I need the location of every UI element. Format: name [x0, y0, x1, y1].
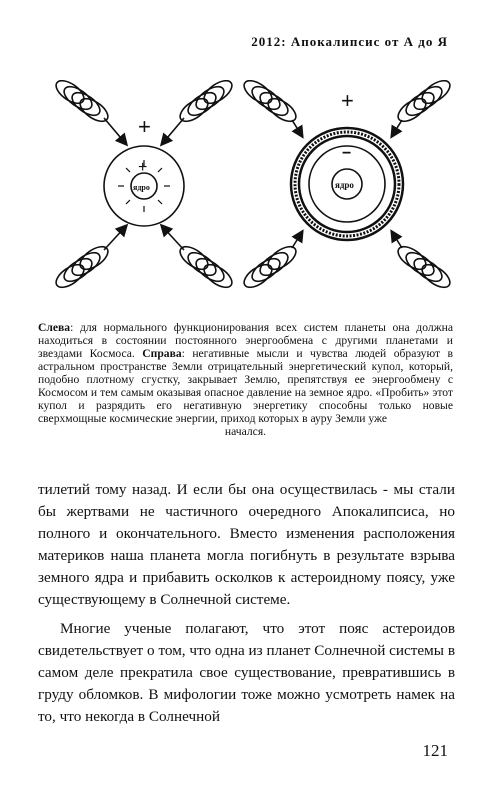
left-plus-top: + — [138, 114, 151, 139]
paragraph-1: тилетий тому назад. И если бы она осуществилась - мы стали бы жертвами не частичного очередного Апокалипсиса, но полного и окончательного. Вместо изменения расположения материков наша планета могла погибнуть в результате взрыва земного ядра и прибавить осколков к астероидному поясу, уже существующему в Солнечной системе. — [38, 481, 455, 608]
spiral-top-left — [52, 80, 126, 144]
caption-left-label: Слева — [38, 321, 71, 334]
spiral-bottom-left — [52, 226, 126, 292]
right-core-label: ядро — [335, 180, 354, 190]
caption-left-text: : для нормального функционирования всех систем планеты она должна находиться в состоянии постоянного энергообмена с другими планетами и звездами Космоса. — [38, 321, 453, 360]
body-text — [38, 479, 455, 728]
spiral-top-left-r — [240, 80, 302, 136]
running-header: 2012: Апокалипсис от А до Я — [251, 34, 448, 49]
spiral-top-right-r — [392, 80, 452, 136]
right-minus: − — [342, 145, 352, 162]
spiral-bottom-left-r — [240, 232, 302, 292]
left-plus-center: + — [138, 159, 148, 176]
paragraph-2: Многие ученые полагают, что этот пояс астероидов свидетельствует о том, что одна из планет Солнечной системы в самом деле прекратила свое существование, превратившись в груду обломков. В мифологии тоже можно усмотреть намек на то, что некогда в Солнечной — [38, 620, 455, 725]
spiral-bottom-right — [162, 226, 236, 292]
page-number: 121 — [422, 741, 448, 760]
spiral-bottom-right-r — [392, 232, 452, 292]
caption-right-text: : негативные мысли и чувства людей образуют в астральном пространстве Земли отрицательный энергетический купол, который, подобно плотному сгустку, закрывает Землю, препятствуя ее энергообмену с Космосом и тем самым оказывая опасное давление на земное ядро. «Пробить» этот купол и разрядить его негативную энергетику способны только новые сверхмощные космические энергии, приход которых в ауру Земли уже — [38, 347, 453, 425]
right-plus-top: + — [341, 88, 354, 113]
figure-caption — [38, 321, 453, 438]
spiral-top-right — [162, 80, 236, 144]
caption-right-label: Справа — [142, 347, 182, 360]
energy-exchange-illustration — [40, 80, 452, 312]
left-core-label: ядро — [133, 183, 150, 192]
caption-last-word: начался. — [224, 425, 267, 438]
